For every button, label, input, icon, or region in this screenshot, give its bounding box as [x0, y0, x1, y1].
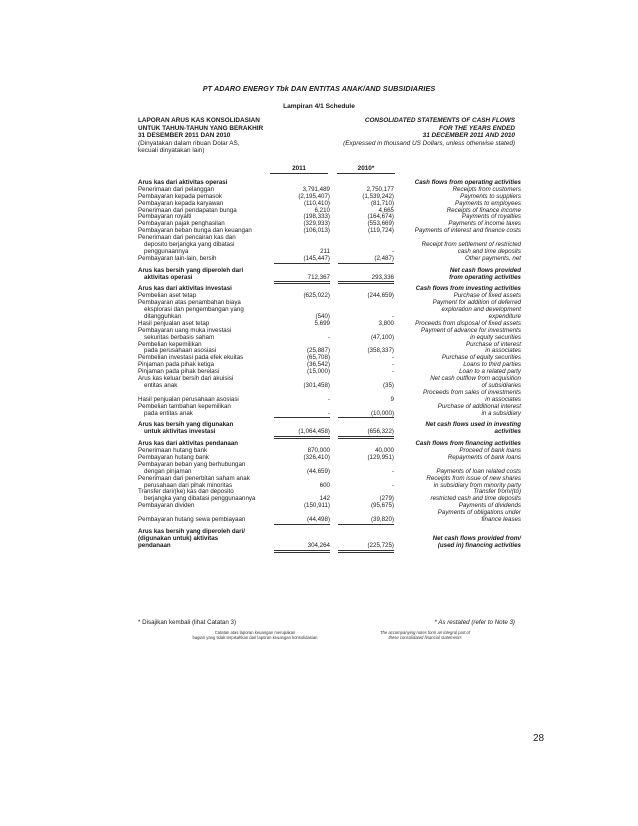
row-label-english: Receipts from customers: [452, 185, 521, 193]
value-2011: -: [327, 333, 330, 341]
row-label-indonesian: (digunakan untuk) aktivitas: [138, 534, 219, 542]
value-2011: (625,022): [303, 292, 330, 300]
value-2010: -: [391, 467, 394, 475]
row-label-indonesian: Arus kas bersih yang diperoleh dari: [138, 266, 244, 274]
value-2010: -: [391, 368, 394, 376]
value-2011: (110,410): [303, 199, 330, 207]
value-2010: -: [391, 354, 394, 362]
header-right-line: 31 DECEMBER 2011 AND 2010: [422, 132, 515, 140]
value-2011: 211: [320, 247, 330, 255]
value-2011: (106,013): [303, 227, 330, 235]
row-label-english: Payments of loan related costs: [436, 467, 521, 475]
value-2010: (10,000): [338, 411, 394, 419]
row-label-english: cash and time deposits: [457, 247, 521, 255]
cash-flow-row: [138, 428, 521, 436]
row-label-english: in associates: [485, 347, 521, 355]
row-label-indonesian: perusahaan dari pihak minoritas: [144, 481, 233, 489]
row-label-english: restricted cash and time deposits: [430, 495, 521, 503]
row-label-indonesian: deposito berjangka yang dibatasi: [144, 241, 235, 249]
value-2011: (44,659): [306, 467, 330, 475]
column-header-2011: 2011: [292, 165, 306, 172]
statement-header-english: [275, 117, 515, 147]
row-label-english: Net cash flows provided from/: [432, 534, 521, 542]
row-label-indonesian: Arus kas dari aktivitas operasi: [138, 179, 228, 186]
row-label-indonesian: Pembelian investasi pada efek ekuitas: [138, 354, 244, 362]
row-label-english: Proceeds from sales of investments: [422, 388, 521, 396]
value-2011: (36,542): [306, 361, 330, 369]
row-label-indonesian: Pembayaran royalti: [138, 213, 192, 221]
value-2011: (2,195,407): [298, 192, 330, 200]
value-2011: (329,933): [303, 220, 330, 228]
value-2011: 3,791,489: [302, 185, 330, 193]
column-header-rule: [337, 173, 395, 174]
page-number: 28: [533, 733, 545, 744]
row-label-english: Repayments of bank loans: [447, 453, 521, 461]
value-2010: (656,322): [338, 429, 394, 439]
header-left-line: LAPORAN ARUS KAS KONSOLIDASIAN: [138, 117, 260, 124]
row-label-english: (used in) financing activities: [437, 541, 521, 549]
row-label-indonesian: Penerimaan hutang bank: [138, 447, 208, 455]
row-label-english: Loan to a related party: [459, 368, 521, 376]
row-label-english: Other payments, net: [464, 254, 521, 262]
column-header-rule: [270, 173, 328, 174]
row-label-english: Net cash flows provided: [449, 266, 521, 274]
row-label-indonesian: Pinjaman pada pihak berelasi: [138, 368, 220, 376]
value-2010: 9: [390, 395, 394, 403]
row-label-english: Net cash outflow from acquisition: [430, 375, 521, 383]
header-left-line: 31 DESEMBER 2011 DAN 2010: [138, 132, 231, 140]
value-2011: (44,498): [274, 517, 330, 525]
row-label-indonesian: berjangka yang dibatasi penggunaannya: [144, 495, 256, 503]
cash-flow-row: [138, 541, 521, 550]
value-2010: 3,800: [378, 319, 394, 327]
column-header-2010: 2010*: [357, 165, 375, 172]
cash-flow-row: [138, 254, 521, 263]
value-2011: (540): [315, 313, 330, 321]
value-2010: (81,710): [370, 199, 394, 207]
value-2011: 6,210: [314, 206, 330, 214]
row-label-indonesian: Arus kas keluar bersih dari akuisisi: [138, 375, 234, 383]
notes-line: Catatan atas laporan keuangan merupakan: [214, 630, 296, 635]
row-label-english: Receipts from issue of new shares: [426, 474, 521, 482]
value-2011: (65,708): [306, 354, 330, 362]
value-2011: -: [327, 395, 330, 403]
value-2010: (553,669): [367, 220, 394, 228]
value-2010: (39,820): [338, 517, 394, 525]
row-label-english: exploration and development: [441, 306, 521, 314]
row-label-indonesian: Arus kas dari aktivitas investasi: [138, 285, 232, 293]
schedule-label: Lampiran 4/1 Schedule: [283, 103, 355, 110]
cash-flow-row: [138, 273, 521, 282]
value-2010: (2,487): [338, 256, 394, 264]
row-label-english: Purchase of equity securities: [441, 354, 521, 362]
notes-disclaimer-en: [345, 630, 505, 640]
row-label-english: Loans to third parties: [463, 361, 521, 369]
row-label-english: Cash flows from operating activities: [414, 179, 521, 186]
row-label-indonesian: Arus kas bersih yang diperoleh dari/: [138, 527, 245, 535]
row-label-indonesian: Arus kas dari aktivitas pendanaan: [138, 440, 239, 448]
row-label-indonesian: Pembayaran kepada karyawan: [138, 199, 224, 207]
header-left-line: UNTUK TAHUN-TAHUN YANG BERAKHIR: [138, 124, 264, 132]
value-2011: (301,458): [303, 381, 330, 389]
value-2010: 40,000: [375, 447, 394, 455]
row-label-indonesian: Pembayaran beban bunga dan keuangan: [138, 227, 252, 235]
value-2011: (25,887): [306, 347, 330, 355]
row-label-indonesian: Pembayaran uang muka investasi: [138, 326, 232, 334]
cash-flow-table: [138, 179, 521, 550]
value-2011: (150,911): [303, 502, 330, 510]
value-2010: (358,337): [367, 347, 394, 355]
row-label-indonesian: ditangguhkan: [144, 313, 182, 321]
row-label-indonesian: Hasil penjualan perusahaan asosiasi: [138, 395, 239, 403]
row-label-english: Payments of dividends: [458, 502, 521, 510]
value-2010: 293,336: [338, 275, 394, 285]
row-label-indonesian: aktivitas operasi: [144, 273, 193, 281]
row-label-english: of subsidiaries: [481, 381, 521, 389]
header-left-line: (Dinyatakan dalam ribuan Dolar AS,: [138, 139, 240, 147]
row-label-english: in a subsidiary: [481, 409, 521, 417]
row-label-english: in associates: [485, 395, 521, 403]
row-label-indonesian: Pembayaran kepada pemasok: [138, 192, 222, 200]
value-2011: (145,447): [274, 256, 330, 264]
value-2010: (95,675): [370, 502, 394, 510]
value-2010: (244,659): [367, 292, 394, 300]
value-2010: (1,539,242): [362, 192, 394, 200]
row-label-english: Payment for addition of deferred: [432, 299, 521, 307]
value-2010: -: [391, 481, 394, 489]
value-2011: (1,064,458): [274, 429, 330, 439]
notes-line: The accompanying notes form an integral part of: [379, 630, 471, 635]
row-label-indonesian: entitas anak: [144, 381, 178, 389]
row-label-english: in equity securities: [470, 333, 521, 341]
value-2010: 2,750,177: [366, 185, 394, 193]
header-left-line: kecuali dinyatakan lain): [138, 147, 205, 155]
row-label-english: Payment of advance for investments: [420, 326, 521, 334]
row-label-indonesian: Pembayaran hutang bank: [138, 453, 209, 461]
value-2011: 142: [319, 495, 330, 503]
row-label-indonesian: pada entitas anak: [144, 409, 193, 417]
cash-flow-row: [138, 515, 521, 524]
row-label-indonesian: pada perusahaan asosiasi: [144, 347, 217, 355]
row-label-indonesian: eksplorasi dan pengembangan yang: [144, 306, 244, 314]
value-2010: (279): [379, 495, 394, 503]
row-label-indonesian: Pinjaman pada pihak ketiga: [138, 361, 215, 369]
row-label-indonesian: Pembelian tambahan kepemilikan: [138, 402, 231, 410]
row-label-indonesian: Penerimaan dari pelanggan: [138, 185, 215, 193]
row-label-english: Net cash flows used in investing: [425, 421, 521, 429]
row-label-english: Purchase of interest: [465, 340, 521, 348]
row-label-english: Purchase of fixed assets: [453, 292, 521, 300]
value-2010: (164,674): [367, 213, 394, 221]
value-2010: (129,951): [367, 453, 394, 461]
value-2010: 4,665: [378, 206, 394, 214]
row-label-english: Transfer from/(to): [473, 488, 521, 496]
value-2011: (326,410): [303, 453, 330, 461]
row-label-indonesian: Penerimaan dari pendapatan bunga: [138, 206, 237, 214]
row-label-indonesian: Pembayaran atas penambahan biaya: [138, 299, 241, 307]
row-label-english: Cash flows from financing activities: [415, 440, 521, 448]
row-label-english: Payments of income taxes: [448, 220, 521, 228]
row-label-indonesian: Penerimaan dari pencairan kas dan: [138, 234, 236, 242]
value-2010: (225,725): [338, 543, 394, 553]
row-label-english: Receipt from settlement of restricted: [421, 241, 521, 249]
cash-flow-row: [138, 409, 521, 418]
header-right-line: CONSOLIDATED STATEMENTS OF CASH FLOWS: [364, 117, 515, 124]
row-label-indonesian: Pembayaran dividen: [138, 502, 195, 510]
row-label-indonesian: Pembayaran beban yang berhubungan: [138, 460, 246, 468]
row-label-indonesian: Arus kas bersih yang digunakan: [138, 421, 234, 429]
value-2011: -: [274, 411, 330, 419]
row-label-indonesian: Hasil penjualan aset tetap: [138, 319, 210, 327]
row-label-english: Payments of royalties: [461, 213, 521, 221]
row-label-indonesian: dengan pinjaman: [144, 467, 192, 475]
value-2011: 600: [319, 481, 330, 489]
row-label-indonesian: Pembayaran hutang sewa pembiayaan: [138, 515, 246, 523]
value-2010: -: [391, 247, 394, 255]
header-right-line: (Expressed in thousand US Dollars, unless otherwise stated): [343, 139, 515, 147]
value-2011: 712,367: [274, 275, 330, 285]
row-label-indonesian: pendanaan: [138, 541, 171, 549]
value-2011: 5,699: [314, 319, 330, 327]
notes-line: these consolidated financial statements: [388, 635, 462, 640]
row-label-indonesian: Pembayaran lain-lain, bersih: [138, 254, 217, 262]
value-2010: (35): [382, 381, 394, 389]
row-label-english: Payments to suppliers: [460, 192, 521, 200]
row-label-indonesian: Transfer dari/(ke) kas dan deposito: [138, 488, 234, 496]
row-label-indonesian: penggunaannya: [144, 247, 189, 255]
header-right-line: FOR THE YEARS ENDED: [439, 124, 515, 132]
row-label-english: Payments to employees: [454, 199, 521, 207]
row-label-english: in subsidiary from minority party: [433, 481, 521, 489]
company-title: PT ADARO ENERGY Tbk DAN ENTITAS ANAK/AND SUBSIDIARIES: [202, 84, 436, 93]
row-label-indonesian: Pembelian kepemilikan: [138, 340, 202, 348]
value-2011: (15,000): [306, 368, 330, 376]
row-label-english: finance leases: [481, 515, 521, 523]
row-label-english: activities: [494, 428, 521, 436]
row-label-english: Proceed of bank loans: [459, 447, 521, 455]
value-2010: -: [391, 313, 394, 321]
row-label-english: Receipts of finance income: [446, 206, 521, 214]
value-2011: (198,333): [303, 213, 330, 221]
value-2010: -: [391, 361, 394, 369]
value-2011: 870,000: [307, 447, 330, 455]
row-label-english: Cash flows from investing activities: [415, 285, 521, 293]
row-label-english: Payments of interest and finance costs: [414, 227, 521, 235]
notes-disclaimer-id: [155, 630, 355, 640]
row-label-english: expenditure: [488, 313, 521, 321]
row-label-indonesian: Pembelian aset tetap: [138, 292, 197, 300]
row-label-english: Proceeds from disposal of fixed assets: [415, 319, 521, 327]
value-2010: (47,100): [370, 333, 394, 341]
row-label-indonesian: Pembayaran pajak penghasilan: [138, 220, 225, 228]
value-2010: (119,724): [367, 227, 394, 235]
footnote-restated-en: * As restated (refer to Note 3): [434, 619, 515, 626]
value-2011: 304,264: [274, 543, 330, 553]
footnote-restated-id: * Disajikan kembali (lihat Catatan 3): [138, 619, 237, 626]
notes-line: bagian yang tidak terpisahkan dari laporan keuangan konsolidasian: [192, 635, 318, 640]
row-label-indonesian: sekuritas berbasis saham: [144, 333, 215, 341]
row-label-indonesian: Penerimaan dari penerbitan saham anak: [138, 474, 250, 482]
row-label-english: Payments of obligations under: [437, 509, 521, 517]
row-label-english: from operating activities: [449, 273, 521, 281]
row-label-english: Purchase of additional interest: [437, 402, 521, 410]
row-label-indonesian: untuk aktivitas investasi: [144, 428, 216, 436]
